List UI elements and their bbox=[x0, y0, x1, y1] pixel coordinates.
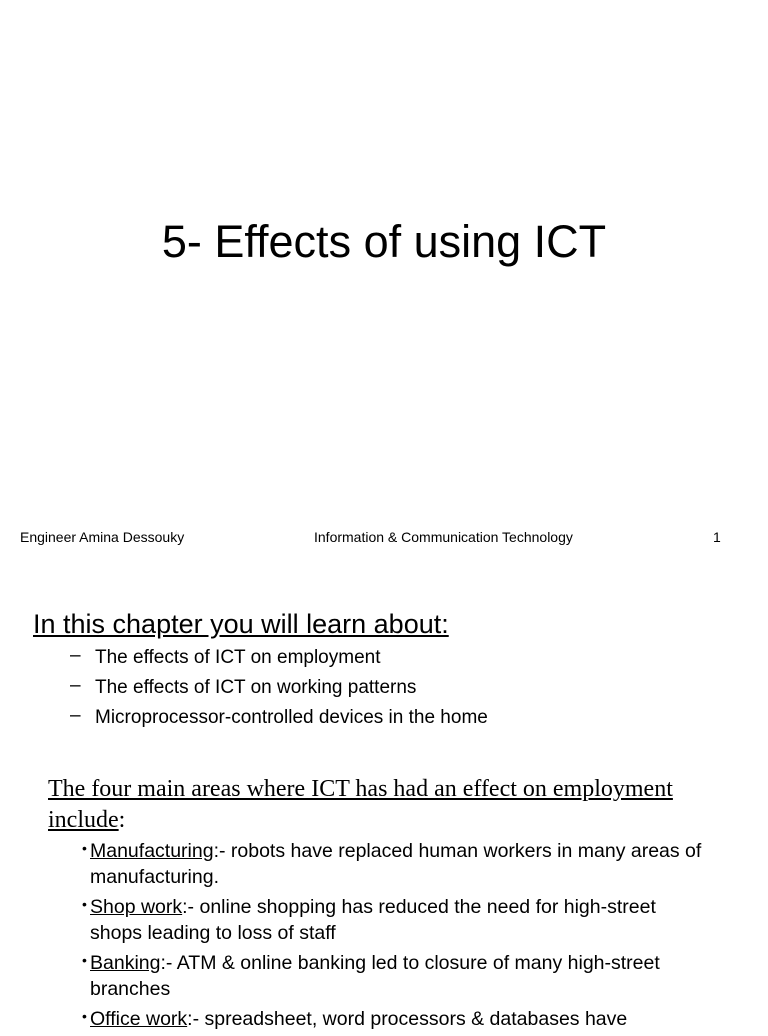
area-item bbox=[82, 950, 702, 1002]
bullet-icon: • bbox=[82, 896, 87, 912]
intro-suffix: : bbox=[118, 807, 126, 833]
dash-bullet-icon: – bbox=[70, 705, 81, 726]
footer-page-number: 1 bbox=[713, 529, 721, 545]
chapter-heading: In this chapter you will learn about: bbox=[33, 609, 449, 639]
topic-text: The effects of ICT on employment bbox=[95, 647, 381, 668]
area-term: Shop work bbox=[90, 896, 183, 918]
dash-bullet-icon: – bbox=[70, 675, 81, 696]
area-description: :- spreadsheet, word processors & databases have bbox=[187, 1008, 628, 1030]
area-description: :- robots have replaced human workers in many areas of manufacturing. bbox=[90, 840, 702, 888]
dash-bullet-icon: – bbox=[70, 645, 81, 666]
content-slide bbox=[0, 576, 768, 1030]
topic-text: The effects of ICT on working patterns bbox=[95, 677, 417, 698]
bullet-icon: • bbox=[82, 1008, 87, 1024]
slide-title: 5- Effects of using ICT bbox=[161, 216, 607, 267]
footer-author: Engineer Amina Dessouky bbox=[20, 529, 185, 545]
area-description: :- ATM & online banking led to closure of many high-street branches bbox=[90, 952, 660, 1000]
area-item bbox=[82, 894, 702, 946]
topic-text: Microprocessor-controlled devices in the home bbox=[95, 707, 488, 728]
intro-underlined-text: The four main areas where ICT has had an effect on employment include bbox=[48, 776, 673, 833]
bullet-icon: • bbox=[82, 840, 87, 856]
employment-intro bbox=[48, 774, 688, 836]
bullet-icon: • bbox=[82, 952, 87, 968]
area-item bbox=[82, 838, 702, 890]
area-item bbox=[82, 1006, 702, 1032]
footer-course: Information & Communication Technology bbox=[314, 529, 573, 545]
area-description: :- online shopping has reduced the need for high-street shops leading to loss of staff bbox=[90, 896, 656, 944]
area-term: Office work bbox=[90, 1008, 188, 1030]
area-term: Banking bbox=[90, 952, 161, 974]
employment-areas-list bbox=[82, 838, 702, 1036]
area-term: Manufacturing bbox=[90, 840, 214, 862]
